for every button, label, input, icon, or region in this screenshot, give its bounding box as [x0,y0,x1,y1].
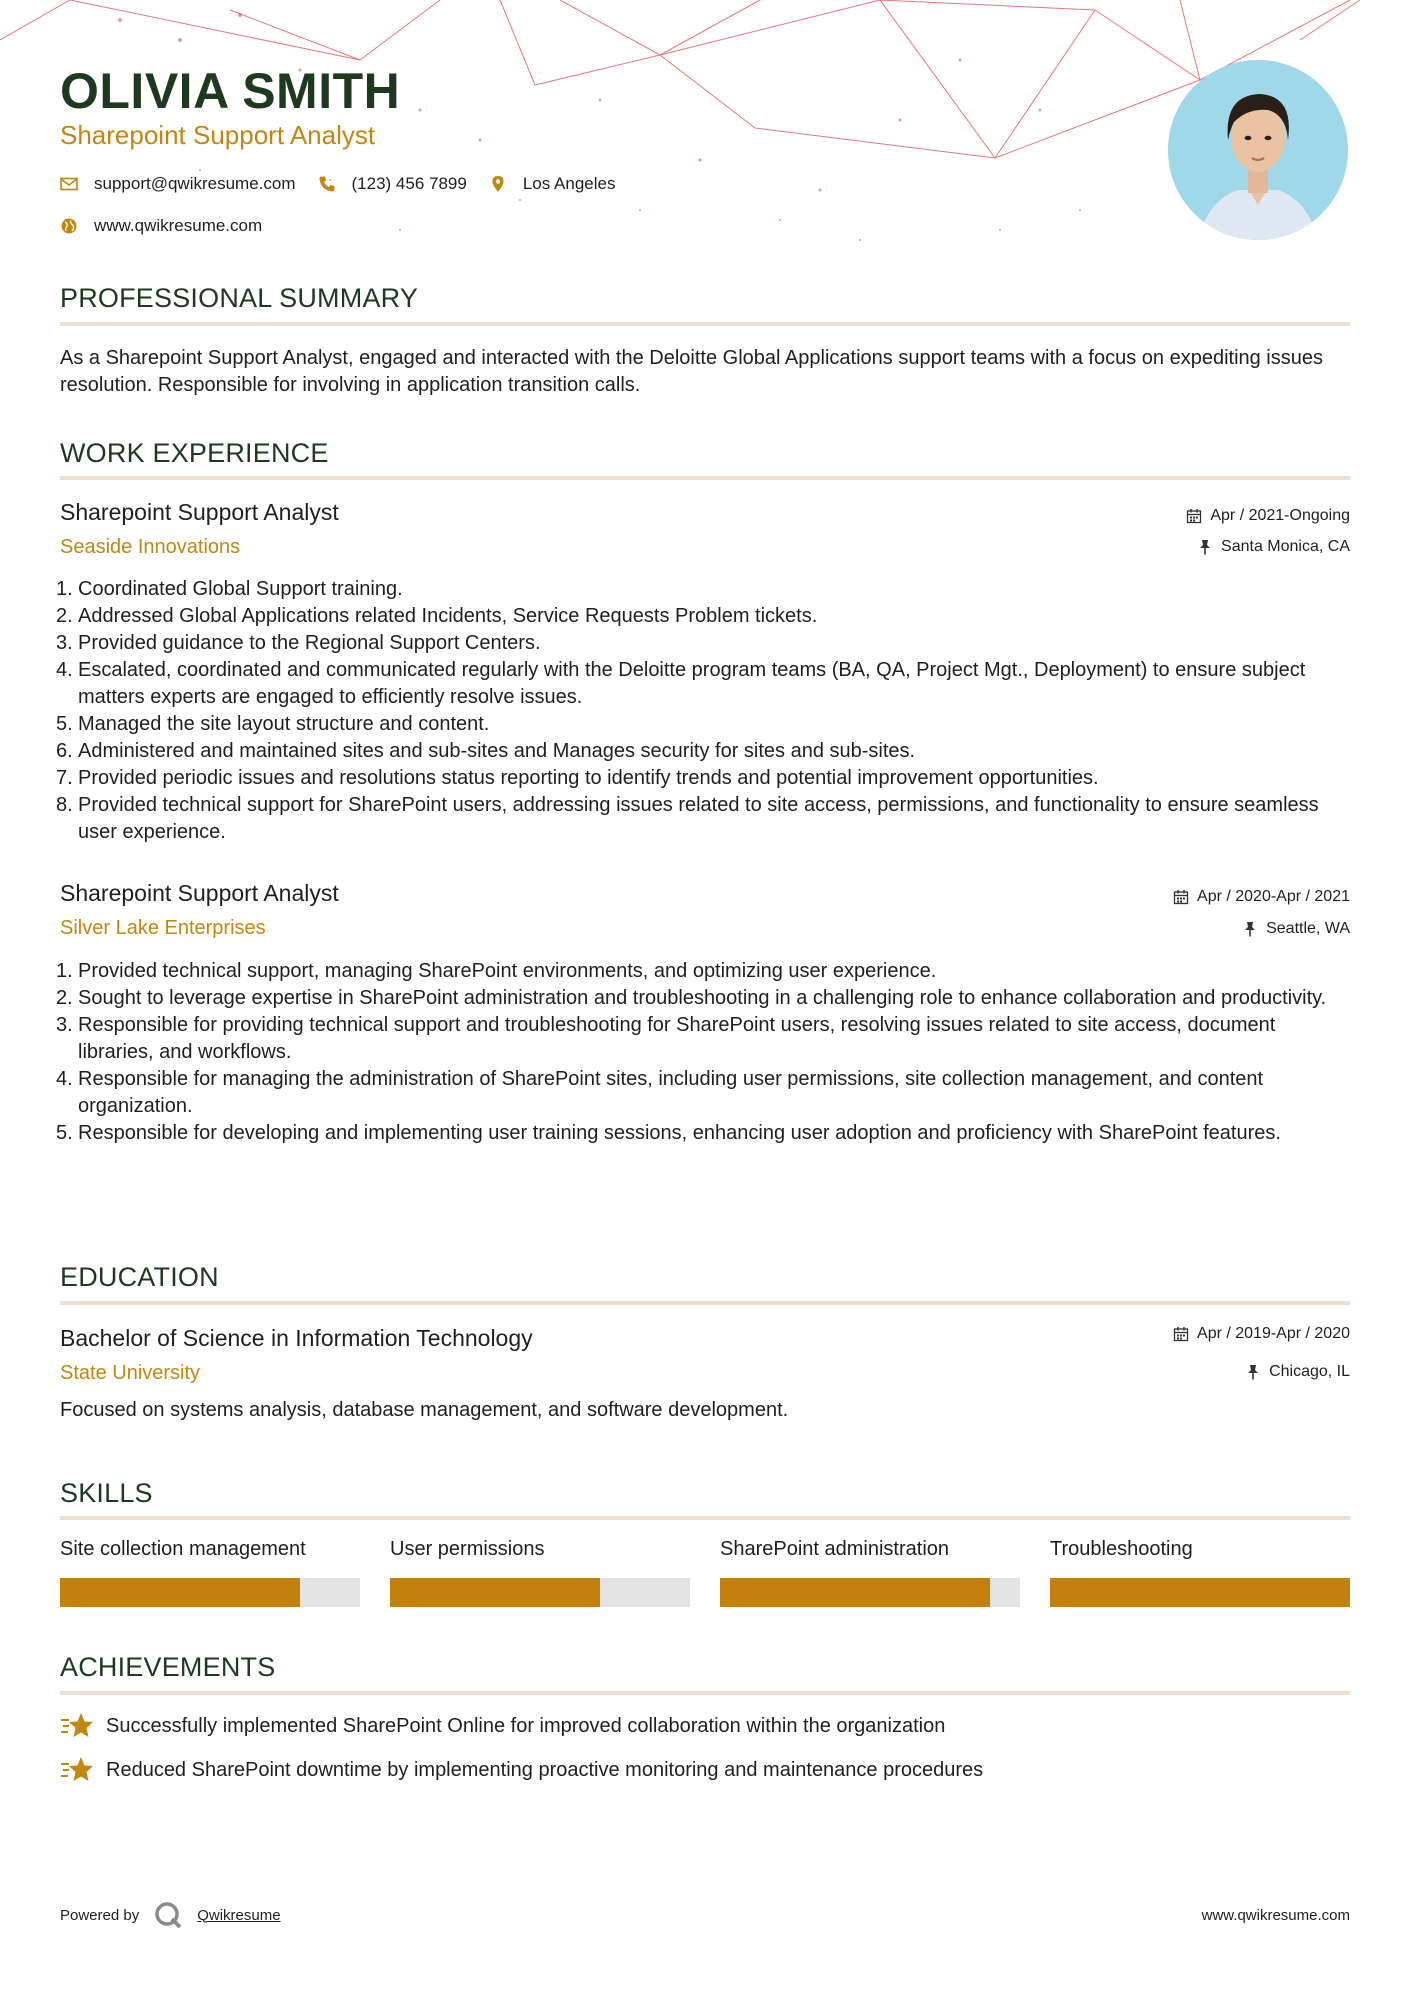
achievement-text: Successfully implemented SharePoint Online for improved collaboration within the organization [106,1714,946,1737]
job-dates [1186,507,1350,525]
education-location-text: Chicago, IL [1269,1363,1350,1380]
globe-icon [60,217,78,235]
skill-item [60,1538,360,1568]
achievement-item [60,1755,983,1785]
skill-label: User permissions [390,1538,545,1560]
website-text: www.qwikresume.com [94,216,263,235]
skills-heading: SKILLS [60,1478,153,1508]
contact-location [489,174,616,194]
portrait-illustration [1168,60,1348,240]
contact-row-web [60,216,284,236]
candidate-name: OLIVIA SMITH [60,63,401,119]
list-item: 1. Provided technical support, managing SharePoint environments, and optimizing user experience. [56,960,937,982]
contact-row [60,174,637,194]
contact-phone[interactable] [318,174,467,194]
experience-heading: WORK EXPERIENCE [60,438,329,468]
envelope-icon [60,175,78,193]
skill-bar-fill [720,1578,990,1607]
star-icon [60,1711,94,1741]
school-name: State University [60,1362,201,1384]
contact-email[interactable] [60,174,296,194]
job-dates-text: Apr / 2020-Apr / 2021 [1197,888,1350,905]
qwikresume-logo-icon [153,1900,183,1930]
profile-photo [1168,60,1348,240]
list-item: 2. Sought to leverage expertise in SharePoint administration and troubleshooting in a challenging role to enhance collaboration and productivity. [56,987,1327,1009]
achievement-text: Reduced SharePoint downtime by implementing proactive monitoring and maintenance procedures [106,1758,984,1781]
phone-icon [318,175,336,193]
resume-page [56,0,1350,1990]
footer-website[interactable]: www.qwikresume.com [1201,1907,1350,1924]
star-icon [60,1755,94,1785]
job-dates-text: Apr / 2021-Ongoing [1210,507,1350,524]
location-text: Los Angeles [522,174,616,193]
powered-by-text: Powered by [60,1906,140,1924]
job-location [1197,538,1350,556]
list-item: 5. Responsible for developing and implementing user training sessions, enhancing user adoption and proficiency with SharePoint features. [56,1122,1281,1144]
job-title: Sharepoint Support Analyst [60,499,339,525]
pushpin-icon [1242,921,1258,937]
skill-label: Site collection management [60,1538,306,1560]
job-location-text: Seattle, WA [1266,920,1350,937]
list-item: 7. Provided periodic issues and resolutions status reporting to identify trends and potential improvement opportunities. [56,767,1099,789]
skill-label: SharePoint administration [720,1538,950,1560]
experience-divider [60,476,1350,480]
education-heading: EDUCATION [60,1262,219,1292]
achievements-divider [60,1691,1350,1695]
candidate-title: Sharepoint Support Analyst [60,120,376,150]
list-item: 3. Responsible for providing technical support and troubleshooting for SharePoint users, resolving issues related to site access, document libraries, and workflows. [56,1014,1276,1063]
job-dates [1173,888,1350,906]
calendar-icon [1186,508,1202,524]
list-item: 5. Managed the site layout structure and content. [56,713,490,735]
education-divider [60,1301,1350,1305]
education-dates-text: Apr / 2019-Apr / 2020 [1197,1325,1350,1342]
education-dates [1173,1325,1350,1343]
job-company: Seaside Innovations [60,536,241,558]
job-duties [56,576,1350,846]
education-description: Focused on systems analysis, database management, and software development. [60,1399,789,1421]
job-title: Sharepoint Support Analyst [60,880,339,906]
skill-bar-fill [390,1578,600,1607]
list-item: 3. Provided guidance to the Regional Support Centers. [56,632,541,654]
skill-bar-track [60,1578,360,1607]
list-item: 4. Escalated, coordinated and communicated regularly with the Deloitte program teams (BA, QA, Project Mgt., Deployment) to ensure subject matters experts are engaged to efficiently resolve issues. [56,659,1306,708]
skill-item [1050,1538,1350,1568]
contact-website[interactable] [60,216,262,236]
job-company: Silver Lake Enterprises [60,917,266,939]
summary-text: As a Sharepoint Support Analyst, engaged and interacted with the Deloitte Global Applications support teams with a focus on expediting issues resolution. Responsible for involving in application transition calls. [60,347,1323,396]
achievements-heading: ACHIEVEMENTS [60,1652,276,1682]
list-item: 2. Addressed Global Applications related Incidents, Service Requests Problem tickets. [56,605,818,627]
job-location [1242,920,1350,938]
calendar-icon [1173,889,1189,905]
job-duties [56,958,1350,1147]
list-item: 6. Administered and maintained sites and sub-sites and Manages security for sites and sub-sites. [56,740,916,762]
achievement-item [60,1711,945,1741]
education-location [1245,1363,1350,1381]
skill-label: Troubleshooting [1050,1538,1193,1560]
pushpin-icon [1197,539,1213,555]
phone-text: (123) 456 7899 [351,174,467,193]
footer-powered-by [60,1900,281,1930]
list-item: 1. Coordinated Global Support training. [56,578,403,600]
skill-item [390,1538,690,1568]
job-location-text: Santa Monica, CA [1221,538,1350,555]
skills-divider [60,1516,1350,1520]
skill-item [720,1538,1020,1568]
skill-bar-track [720,1578,1020,1607]
summary-heading: PROFESSIONAL SUMMARY [60,283,419,313]
degree-title: Bachelor of Science in Information Technology [60,1325,533,1351]
email-text: support@qwikresume.com [94,174,296,193]
list-item: 4. Responsible for managing the administration of SharePoint sites, including user permissions, site collection management, and content organization. [56,1068,1264,1117]
skill-bar-fill [60,1578,300,1607]
qwikresume-link[interactable]: Qwikresume [197,1906,281,1924]
summary-divider [60,322,1350,326]
skill-bar-track [1050,1578,1350,1607]
calendar-icon [1173,1326,1189,1342]
map-pin-icon [489,175,507,193]
list-item: 8. Provided technical support for SharePoint users, addressing issues related to site access, permissions, and functionality to ensure seamless user experience. [56,794,1319,843]
skill-bar-fill [1050,1578,1350,1607]
pushpin-icon [1245,1364,1261,1380]
skill-bar-track [390,1578,690,1607]
